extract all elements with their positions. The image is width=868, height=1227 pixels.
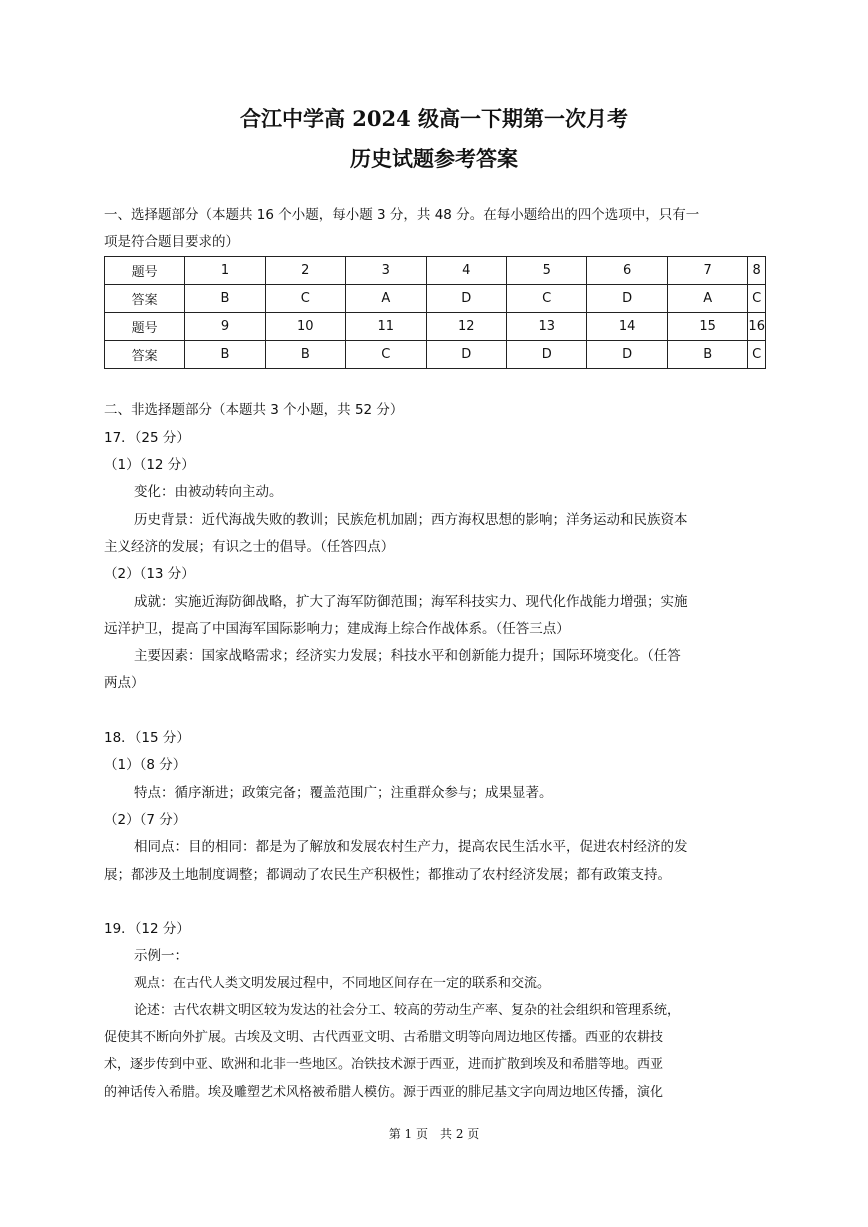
exam-title: 合江中学高 2024 级高一下期第一次月考	[239, 106, 629, 131]
table-cell: C	[748, 285, 766, 313]
q19-number: 19．（12 分）	[104, 921, 190, 937]
table-cell: 4	[426, 257, 506, 285]
q17-number: 17．（25 分）	[104, 430, 190, 446]
answer-table	[104, 256, 766, 369]
q17-part1-label: （1）（12 分）	[104, 457, 195, 473]
q18-part2-label: （2）（7 分）	[104, 812, 187, 828]
table-cell: 11	[346, 313, 426, 341]
table-cell: 5	[506, 257, 586, 285]
table-row	[105, 341, 766, 369]
table-cell: A	[346, 285, 426, 313]
q17-achievement-cont: 远洋护卫，提高了中国海军国际影响力；建成海上综合作战体系。（任答三点）	[104, 621, 570, 637]
q19-argument-cont: 促使其不断向外扩展。古埃及文明、古代西亚文明、古希腊文明等向周边地区传播。西亚的农耕技	[104, 1030, 664, 1045]
table-cell: 答案	[105, 341, 185, 369]
q17-factors: 主要因素：国家战略需求；经济实力发展；科技水平和创新能力提升；国际环境变化。（任答	[134, 648, 681, 664]
section1-heading: 一、选择题部分（本题共 16 个小题，每小题 3 分，共 48 分。在每小题给出的四个选项中，只有一	[104, 207, 700, 223]
q18-similarity: 相同点：目的相同：都是为了解放和发展农村生产力，提高农民生活水平，促进农村经济的发	[134, 839, 688, 855]
table-cell: 13	[506, 313, 586, 341]
q19-example: 示例一：	[134, 948, 188, 964]
table-cell: C	[748, 341, 766, 369]
q17-change: 变化：由被动转向主动。	[134, 484, 283, 500]
section2-heading: 二、非选择题部分（本题共 3 个小题，共 52 分）	[104, 402, 404, 418]
q19-argument-cont: 的神话传入希腊。埃及雕塑艺术风格被希腊人模仿。源于西亚的腓尼基文字向周边地区传播，演化	[104, 1085, 664, 1100]
table-cell: 1	[185, 257, 265, 285]
table-cell: 9	[185, 313, 265, 341]
table-cell: B	[185, 285, 265, 313]
q19-argument-cont: 术，逐步传到中亚、欧洲和北非一些地区。冶铁技术源于西亚，进而扩散到埃及和希腊等地。西亚	[104, 1057, 664, 1072]
table-cell: D	[426, 341, 506, 369]
table-cell: 题号	[105, 257, 185, 285]
q18-similarity-cont: 展；都涉及土地制度调整；都调动了农民生产积极性；都推动了农村经济发展；都有政策支持。	[104, 867, 671, 883]
table-cell: 15	[667, 313, 747, 341]
table-cell: 8	[748, 257, 766, 285]
q19-argument: 论述：古代农耕文明区较为发达的社会分工、较高的劳动生产率、复杂的社会组织和管理系统，	[134, 1003, 681, 1018]
q19-viewpoint: 观点：在古代人类文明发展过程中，不同地区间存在一定的联系和交流。	[134, 976, 551, 991]
table-cell: B	[667, 341, 747, 369]
q17-part2-label: （2）（13 分）	[104, 566, 195, 582]
table-cell: 12	[426, 313, 506, 341]
table-cell: C	[346, 341, 426, 369]
table-row	[105, 257, 766, 285]
table-cell: 答案	[105, 285, 185, 313]
q17-background-cont: 主义经济的发展；有识之士的倡导。（任答四点）	[104, 539, 395, 555]
q17-factors-cont: 两点）	[104, 675, 145, 691]
table-cell: B	[185, 341, 265, 369]
table-cell: 6	[587, 257, 667, 285]
table-cell: 16	[748, 313, 766, 341]
q17-achievement: 成就：实施近海防御战略，扩大了海军防御范围；海军科技实力、现代化作战能力增强；实施	[134, 594, 688, 610]
table-cell: 3	[346, 257, 426, 285]
table-cell: 7	[667, 257, 747, 285]
table-cell: 题号	[105, 313, 185, 341]
q18-number: 18．（15 分）	[104, 730, 190, 746]
q18-part1-label: （1）（8 分）	[104, 757, 187, 773]
table-cell: 14	[587, 313, 667, 341]
table-cell: 10	[265, 313, 345, 341]
table-cell: D	[587, 285, 667, 313]
table-cell: B	[265, 341, 345, 369]
answer-key-title: 历史试题参考答案	[350, 146, 518, 171]
section1-heading-cont: 项是符合题目要求的）	[104, 234, 239, 250]
table-cell: D	[426, 285, 506, 313]
q18-features: 特点：循序渐进；政策完备；覆盖范围广；注重群众参与；成果显著。	[134, 785, 553, 801]
table-cell: D	[506, 341, 586, 369]
q17-background: 历史背景：近代海战失败的教训；民族危机加剧；西方海权思想的影响；洋务运动和民族资本	[134, 512, 688, 528]
table-cell: D	[587, 341, 667, 369]
table-cell: 2	[265, 257, 345, 285]
table-cell: C	[265, 285, 345, 313]
table-row	[105, 285, 766, 313]
table-cell: A	[667, 285, 747, 313]
table-cell: C	[506, 285, 586, 313]
page-footer: 第 1 页 共 2 页	[388, 1127, 480, 1141]
table-row	[105, 313, 766, 341]
